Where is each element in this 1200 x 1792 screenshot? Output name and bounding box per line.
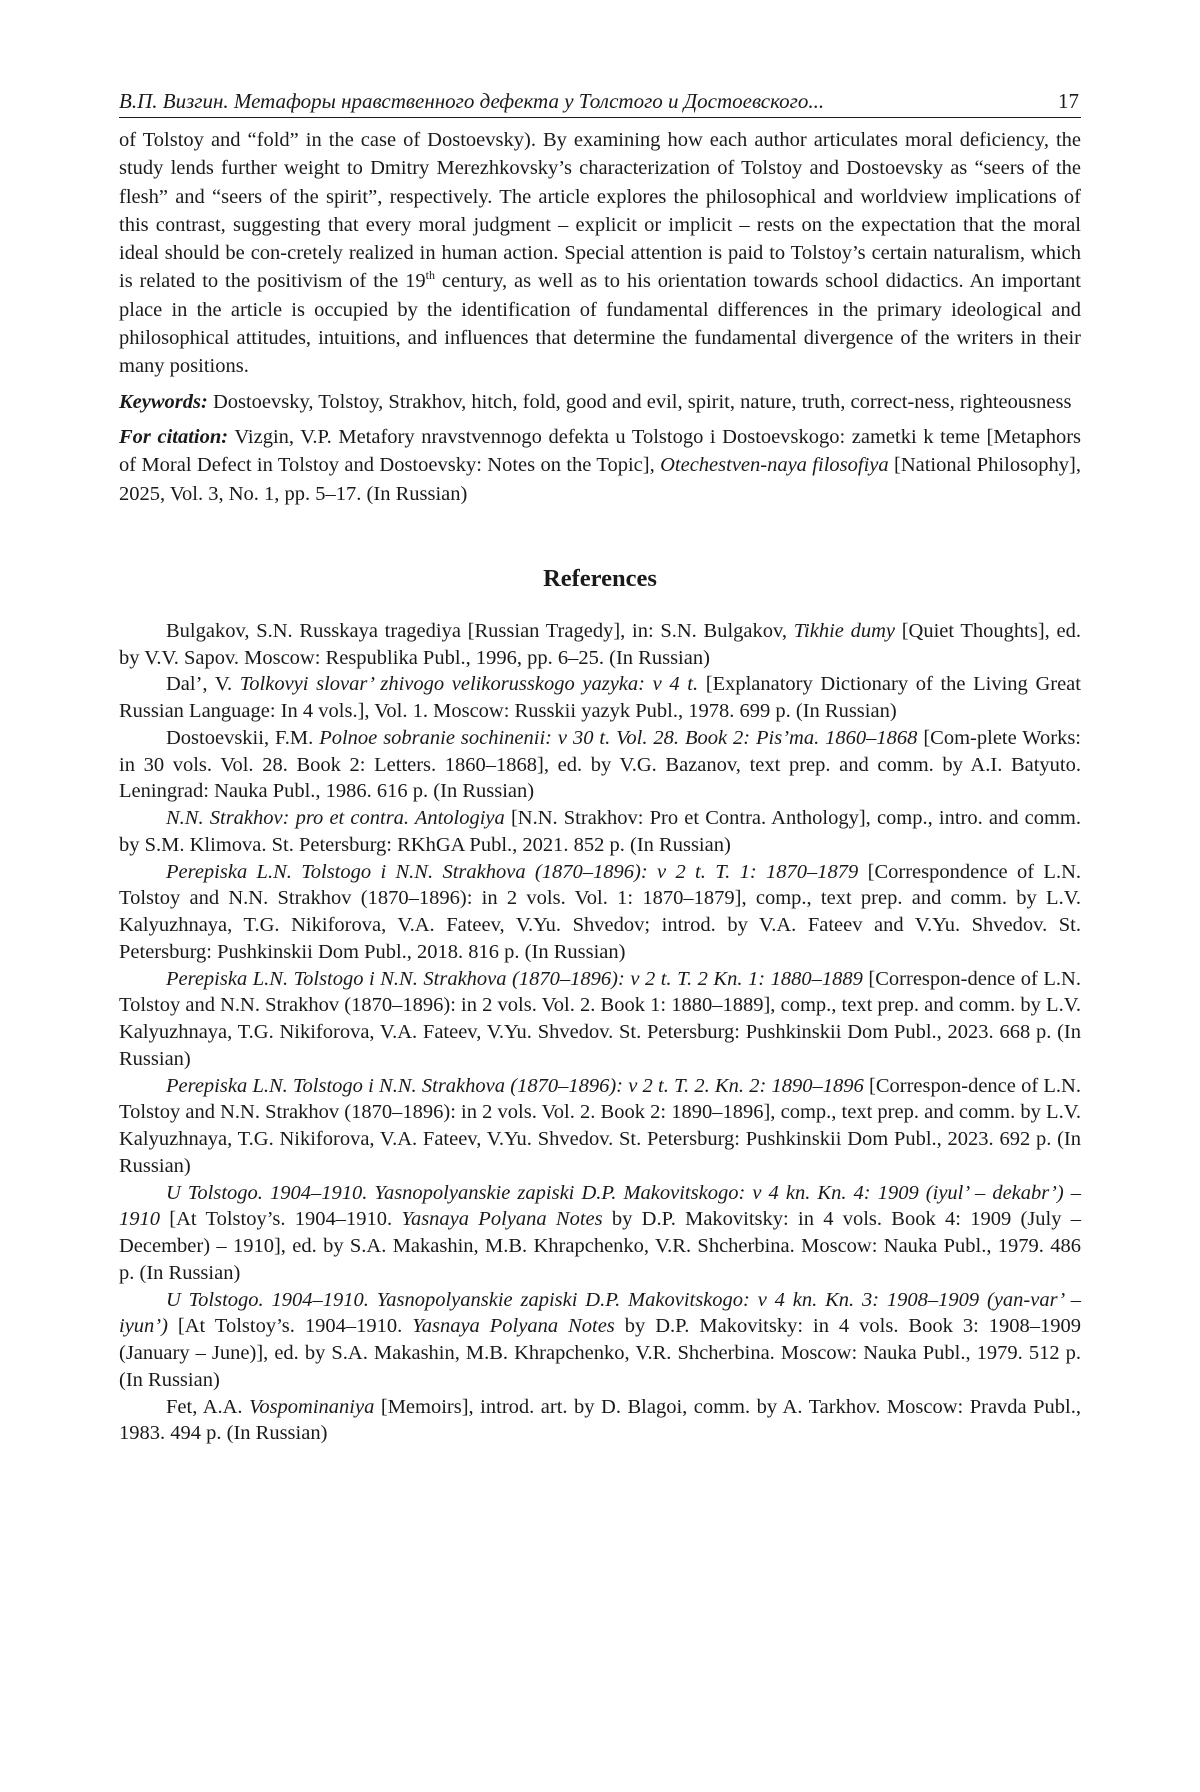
references-list	[119, 618, 1081, 1447]
reference-text: [Memoirs], introd. art. by D. Blagoi, comm. by A. Tarkhov. Moscow: Pravda Publ., 1983. 494 p. (In Russian)	[119, 1395, 1081, 1445]
reference-title: Vospominaniya	[249, 1395, 375, 1418]
article-metadata	[119, 388, 1081, 508]
journal-page	[119, 88, 1081, 1447]
citation-journal: Otechestven-naya filosofiya	[660, 454, 889, 477]
citation	[119, 423, 1081, 508]
reference-title: Yasnaya Polyana Notes	[412, 1315, 615, 1338]
reference-title: Polnoe sobranie sochinenii: v 30 t. Vol. 28. Book 2: Pis’ma. 1860–1868	[319, 726, 918, 749]
reference-text: [Correspondence of L.N. Tolstoy and N.N. Strakhov (1870–1896): in 2 vols. Vol. 1: 1870–1879], comp., text prep. and comm. by L.V. Kalyuzhnaya, T.G. Nikiforova, V.A. Fateev, V.Yu. Shvedov; introd. by V.A. Fateev and V.Yu. Shvedov. St. Petersburg: Pushkinskii Dom Publ., 2018. 816 p. (In Russian)	[119, 860, 1081, 963]
abstract-paragraph	[119, 126, 1081, 381]
page-number: 17	[1058, 89, 1079, 113]
reference-item	[119, 725, 1081, 805]
references-heading: References	[543, 564, 657, 592]
running-header	[119, 88, 1081, 118]
citation-label: For citation:	[119, 425, 229, 448]
reference-text: Dostoevskii, F.M.	[166, 726, 320, 749]
reference-text: Fet, A.A.	[166, 1395, 250, 1418]
citation-text: Vizgin, V.P. Metafory nravstvennogo defekta u Tolstogo i Dostoevskogo: zametki k teme [Metaphors of Moral Defect in Tolstoy and Dostoevsky: Notes on the Topic],	[119, 425, 1082, 477]
reference-text: by D.P. Makovitsky: in 4 vols. Book 3: 1908–1909 (January – June)], ed. by S.A. Makashin, M.B. Khrapchenko, V.R. Shcherbina. Moscow: Nauka Publ., 1979. 512 p. (In Russian)	[119, 1315, 1081, 1391]
keywords-text: Dostoevsky, Tolstoy, Strakhov, hitch, fold, good and evil, spirit, nature, truth, correct-ness, righteousness	[207, 390, 1072, 413]
reference-title: U Tolstogo. 1904–1910. Yasnopolyanskie zapiski D.P. Makovitskogo: v 4 kn. Kn. 3: 1908–1909 (yan-var’ – iyun’)	[119, 1288, 1081, 1338]
reference-text: [Correspon-dence of L.N. Tolstoy and N.N. Strakhov (1870–1896): in 2 vols. Vol. 2. Book 2: 1890–1896], comp., text prep. and comm. by L.V. Kalyuzhnaya, T.G. Nikiforova, V.A. Fateev, V.Yu. Shvedov. St. Petersburg: Pushkinskii Dom Publ., 2023. 692 p. (In Russian)	[119, 1074, 1081, 1177]
reference-item	[119, 805, 1081, 859]
reference-title: Perepiska L.N. Tolstogo i N.N. Strakhova (1870–1896): v 2 t. T. 2. Kn. 2: 1890–1896	[166, 1074, 864, 1097]
reference-item	[119, 671, 1081, 725]
reference-title: Perepiska L.N. Tolstogo i N.N. Strakhova (1870–1896): v 2 t. T. 1: 1870–1879	[166, 860, 859, 883]
reference-item	[119, 966, 1081, 1073]
reference-title: Tikhie dumy	[793, 619, 895, 642]
reference-title: Yasnaya Polyana Notes	[401, 1208, 603, 1231]
reference-title: U Tolstogo. 1904–1910. Yasnopolyanskie zapiski D.P. Makovitskogo: v 4 kn. Kn. 4: 1909 (iyul’ – dekabr’) – 1910	[119, 1181, 1081, 1231]
reference-title: Perepiska L.N. Tolstogo i N.N. Strakhova (1870–1896): v 2 t. T. 2 Kn. 1: 1880–1889	[166, 967, 863, 990]
citation-text-end: [National Philosophy], 2025, Vol. 3, No. 1, pp. 5–17. (In Russian)	[119, 454, 1082, 505]
reference-item	[119, 618, 1081, 672]
reference-text: by D.P. Makovitsky: in 4 vols. Book 4: 1909 (July – December) – 1910], ed. by S.A. Makashin, M.B. Khrapchenko, V.R. Shcherbina. Moscow: Nauka Publ., 1979. 486 p. (In Russian)	[119, 1208, 1082, 1284]
reference-title: N.N. Strakhov: pro et contra. Antologiya	[166, 807, 505, 830]
reference-text: Dal’, V.	[166, 673, 240, 696]
abstract-text-end: century, as well as to his orientation towards school didactics. An important place in the article is occupied by the identification of fundamental differences in the primary ideological and philosophical attitudes, intuitions, and influences that determine the fundamental divergence of the writers in their many positions.	[119, 270, 1081, 378]
reference-text: [N.N. Strakhov: Pro et Contra. Anthology], comp., intro. and comm. by S.M. Klimova. St. Petersburg: RKhGA Publ., 2021. 852 p. (In Russian)	[119, 807, 1081, 856]
running-title: В.П. Визгин. Метафоры нравственного дефекта у Толстого и Достоевского...	[119, 89, 825, 113]
reference-item	[119, 1180, 1081, 1287]
reference-text: Bulgakov, S.N. Russkaya tragediya [Russian Tragedy], in: S.N. Bulgakov,	[166, 619, 794, 642]
abstract-text: of Tolstoy and “fold” in the case of Dostoevsky). By examining how each author articulates moral deficiency, the study lends further weight to Dmitry Merezhkovsky’s characterization of Tolstoy and Dostoevsky as “seers of the flesh” and “seers of the spirit”, respectively. The article explores the philosophical and worldview implications of this contrast, suggesting that every moral judgment – explicit or implicit – rests on the expectation that the moral ideal should be con-cretely realized in human action. Special attention is paid to Tolstoy’s certain naturalism, which is related to the positivism of the 19	[119, 129, 1081, 293]
abstract-continuation	[119, 126, 1081, 381]
reference-item	[119, 1394, 1081, 1448]
reference-item	[119, 859, 1081, 966]
reference-item	[119, 1287, 1081, 1394]
reference-text: [Quiet Thoughts], ed. by V.V. Sapov. Moscow: Respublika Publ., 1996, pp. 6–25. (In Russian)	[119, 619, 1081, 669]
ordinal-suffix: th	[425, 268, 435, 283]
reference-text: [At Tolstoy’s. 1904–1910.	[160, 1208, 402, 1231]
keywords	[119, 388, 1081, 416]
reference-item	[119, 1073, 1081, 1180]
reference-text: [Explanatory Dictionary of the Living Great Russian Language: In 4 vols.], Vol. 1. Moscow: Russkii yazyk Publ., 1978. 699 p. (In Russian)	[119, 673, 1081, 723]
reference-text: [Com-plete Works: in 30 vols. Vol. 28. Book 2: Letters. 1860–1868], ed. by V.G. Bazanov, text prep. and comm. by A.I. Batyuto. Leningrad: Nauka Publ., 1986. 616 p. (In Russian)	[119, 726, 1081, 803]
reference-text: [Correspon-dence of L.N. Tolstoy and N.N. Strakhov (1870–1896): in 2 vols. Vol. 2. Book 1: 1880–1889], comp., text prep. and comm. by L.V. Kalyuzhnaya, T.G. Nikiforova, V.A. Fateev, V.Yu. Shvedov. St. Petersburg: Pushkinskii Dom Publ., 2023. 668 p. (In Russian)	[119, 967, 1081, 1070]
keywords-label: Keywords:	[119, 390, 208, 413]
reference-title: Tolkovyi slovar’ zhivogo velikorusskogo yazyka: v 4 t.	[239, 673, 699, 696]
reference-text: [At Tolstoy’s. 1904–1910.	[167, 1315, 413, 1338]
